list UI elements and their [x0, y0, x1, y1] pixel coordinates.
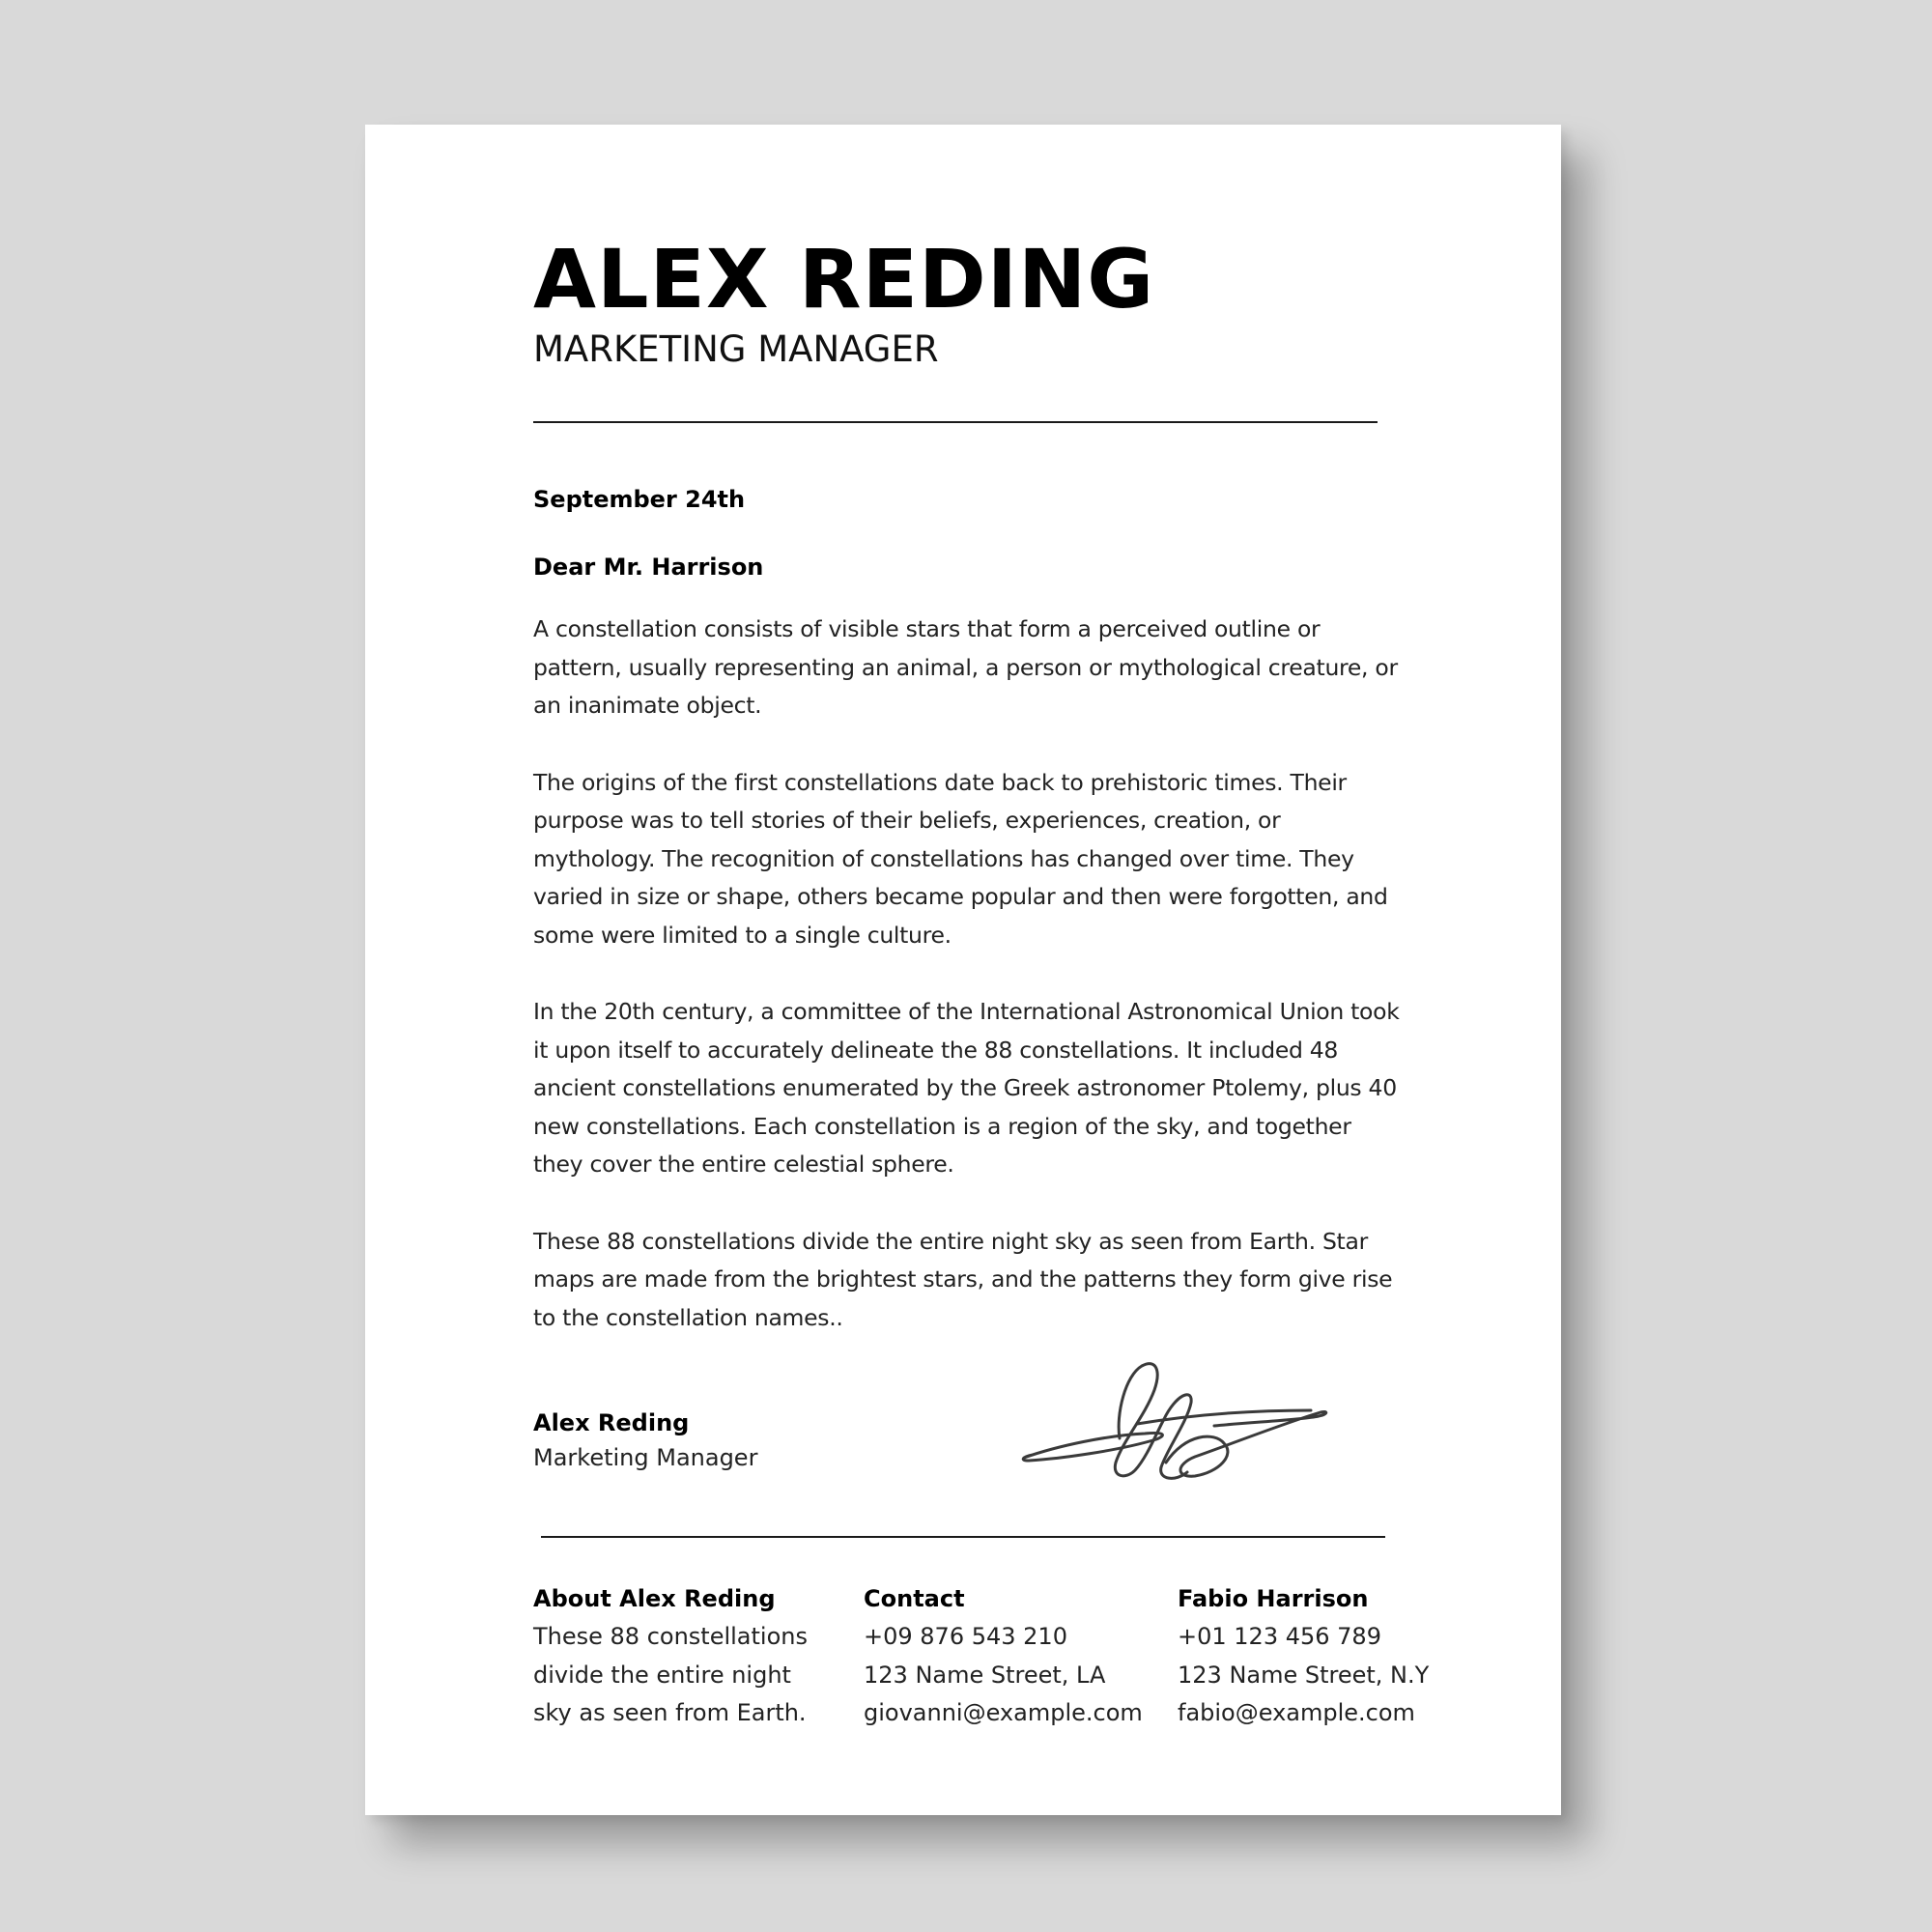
footer-contact — [864, 1579, 1153, 1733]
contact-phone: +09 876 543 210 — [864, 1623, 1067, 1650]
footer-recipient — [1178, 1579, 1430, 1733]
letter-body — [533, 611, 1403, 1376]
footer-about-line: divide the entire night — [533, 1661, 791, 1689]
body-paragraph: These 88 constellations divide the entire night sky as seen from Earth. Star maps are made from the brightest stars, and the patterns they form give rise to the constellation names.. — [533, 1227, 1393, 1331]
footer-recipient-heading: Fabio Harrison — [1178, 1585, 1369, 1612]
letter-page — [365, 125, 1561, 1815]
footer-about-line: These 88 constellations — [533, 1623, 808, 1650]
footer-about-heading: About Alex Reding — [533, 1585, 776, 1612]
sender-name: ALEX REDING — [533, 232, 1155, 327]
recipient-phone: +01 123 456 789 — [1178, 1623, 1381, 1650]
footer-divider — [541, 1536, 1385, 1538]
signoff-name: Alex Reding — [533, 1409, 690, 1436]
letter-date: September 24th — [533, 486, 746, 513]
handwritten-signature — [1021, 1356, 1330, 1487]
footer-about-line: sky as seen from Earth. — [533, 1699, 807, 1726]
body-paragraph: A constellation consists of visible stars that form a perceived outline or pattern, usually representing an animal, a person or mythological creature, or an inanimate object. — [533, 615, 1398, 719]
recipient-email: fabio@example.com — [1178, 1699, 1415, 1726]
sender-role: MARKETING MANAGER — [533, 328, 939, 370]
body-paragraph: In the 20th century, a committee of the International Astronomical Union took it upon itself to accurately delineate the 88 constellations. It included 48 ancient constellations enumerated by the Greek astronomer Ptolemy, plus 40 new constellations. Each constellation is a region of the sky, and together they cover the entire celestial sphere. — [533, 998, 1400, 1178]
letter-greeting: Dear Mr. Harrison — [533, 554, 764, 581]
footer-about — [533, 1579, 823, 1733]
signoff-role: Marketing Manager — [533, 1444, 758, 1471]
body-paragraph: The origins of the first constellations date back to prehistoric times. Their purpose was to tell stories of their beliefs, experiences, creation, or mythology. The recognition of constellations has changed over time. They varied in size or shape, others became popular and then were forgotten, and some were limited to a single culture. — [533, 768, 1388, 949]
contact-email: giovanni@example.com — [864, 1699, 1143, 1726]
contact-address: 123 Name Street, LA — [864, 1661, 1106, 1689]
header-divider — [533, 421, 1378, 423]
footer-contact-heading: Contact — [864, 1585, 965, 1612]
recipient-address: 123 Name Street, N.Y — [1178, 1661, 1430, 1689]
